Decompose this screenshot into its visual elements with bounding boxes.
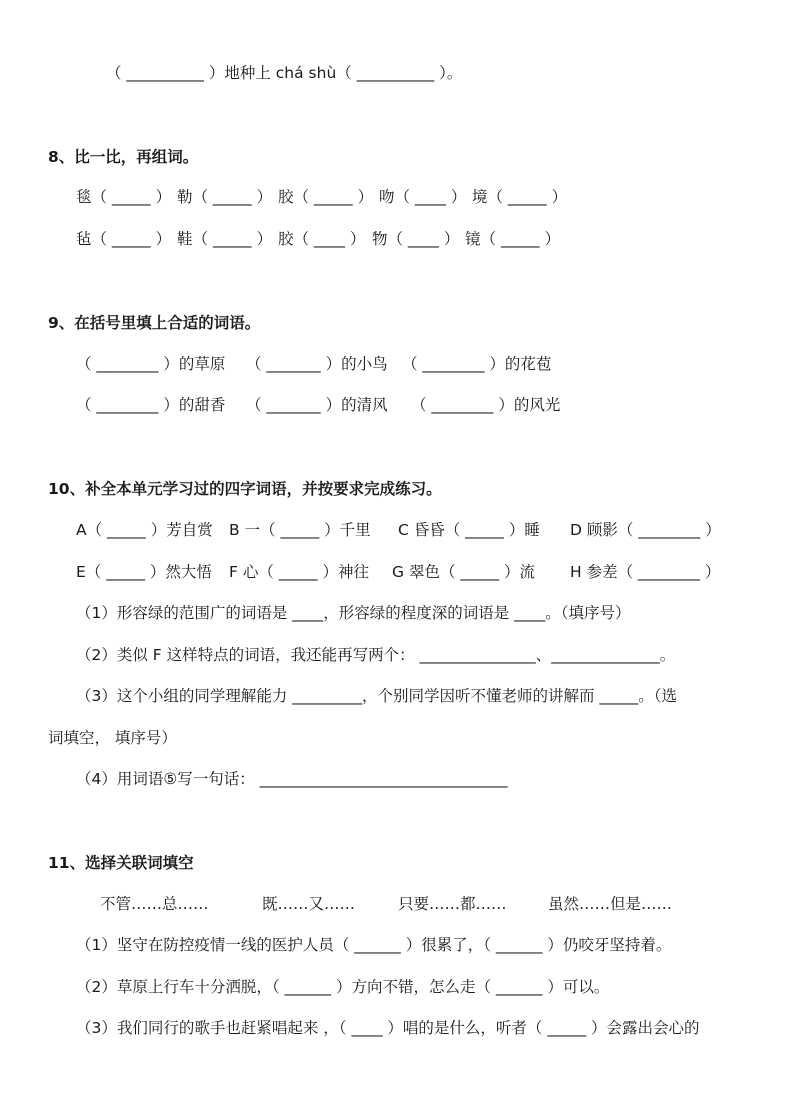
q10-idiom: B 一（ _____ ）千里: [229, 521, 371, 539]
q9-row1-item: （ ________ ）的花苞: [402, 355, 552, 373]
q11-sub2: （2）草原上行车十分洒脱，（ ______ ）方向不错，怎么走（ ______ ）可以。: [76, 978, 610, 996]
q11-sub3: （3）我们同行的歌手也赶紧唱起来 ，（ ____ ）唱的是什么，听者（ _____ ）会露出会心的: [76, 1019, 700, 1037]
q10-idiom: H 参差（ ________ ）: [570, 563, 721, 581]
q10-idiom: E（ _____ ）然大悟: [76, 563, 212, 581]
q8-row1-item: 境（ _____ ）: [472, 188, 568, 206]
q10-sub2: （2）类似 F 这样特点的词语，我还能再写两个： _______________、______________。: [76, 646, 676, 664]
q11-title: 11、选择关联词填空: [48, 854, 194, 872]
q8-row2-item: 胶（ ____ ）: [278, 230, 366, 248]
q10-idiom: C 昏昏（ _____ ）睡: [398, 521, 540, 539]
line-top: （ __________ ）地种上 chá shù（ __________ ）。: [106, 64, 463, 82]
q10-idiom: D 顾影（ ________ ）: [570, 521, 721, 539]
q11-sub1: （1）坚守在防控疫情一线的医护人员（ ______ ）很累了，（ ______ ）仍咬牙坚持着。: [76, 936, 672, 954]
q10-sub3b: 词填空， 填序号）: [48, 729, 177, 747]
q8-row2-item: 物（ ____ ）: [372, 230, 460, 248]
q8-row1-item: 勒（ _____ ）: [177, 188, 273, 206]
q11-option: 虽然……但是……: [548, 895, 673, 913]
q10-title: 10、补全本单元学习过的四字词语，并按要求完成练习。: [48, 480, 442, 498]
q10-idiom: A（ _____ ）芳自赏: [76, 521, 213, 539]
q9-row2-item: （ ________ ）的风光: [411, 396, 561, 414]
q10-sub4: （4）用词语⑤写一句话： ________________________________: [76, 770, 508, 788]
q8-row2-item: 毡（ _____ ）: [76, 230, 172, 248]
q8-row1-item: 胶（ _____ ）: [278, 188, 374, 206]
q11-option: 既……又……: [262, 895, 356, 913]
q8-row1-item: 吻（ ____ ）: [379, 188, 467, 206]
q10-sub1: （1）形容绿的范围广的词语是 ____，形容绿的程度深的词语是 ____。（填序号）: [76, 604, 631, 622]
q8-row2-item: 鞋（ _____ ）: [177, 230, 273, 248]
q10-sub3a: （3）这个小组的同学理解能力 _________，个别同学因听不懂老师的讲解而 _____。（选: [76, 687, 677, 705]
q9-row1-item: （ ________ ）的草原: [76, 355, 226, 373]
q11-option: 不管……总……: [100, 895, 209, 913]
q9-row2-item: （ ________ ）的甜香: [76, 396, 226, 414]
q11-option: 只要……都……: [398, 895, 507, 913]
q8-row2-item: 镜（ _____ ）: [465, 230, 561, 248]
q8-title: 8、比一比，再组词。: [48, 148, 199, 166]
q9-row2-item: （ _______ ）的清风: [246, 396, 388, 414]
q10-idiom: F 心（ _____ ）神往: [229, 563, 369, 581]
q9-row1-item: （ _______ ）的小鸟: [246, 355, 388, 373]
q10-idiom: G 翠色（ _____ ）流: [392, 563, 536, 581]
q8-row1-item: 毯（ _____ ）: [76, 188, 172, 206]
q9-title: 9、在括号里填上合适的词语。: [48, 314, 261, 332]
